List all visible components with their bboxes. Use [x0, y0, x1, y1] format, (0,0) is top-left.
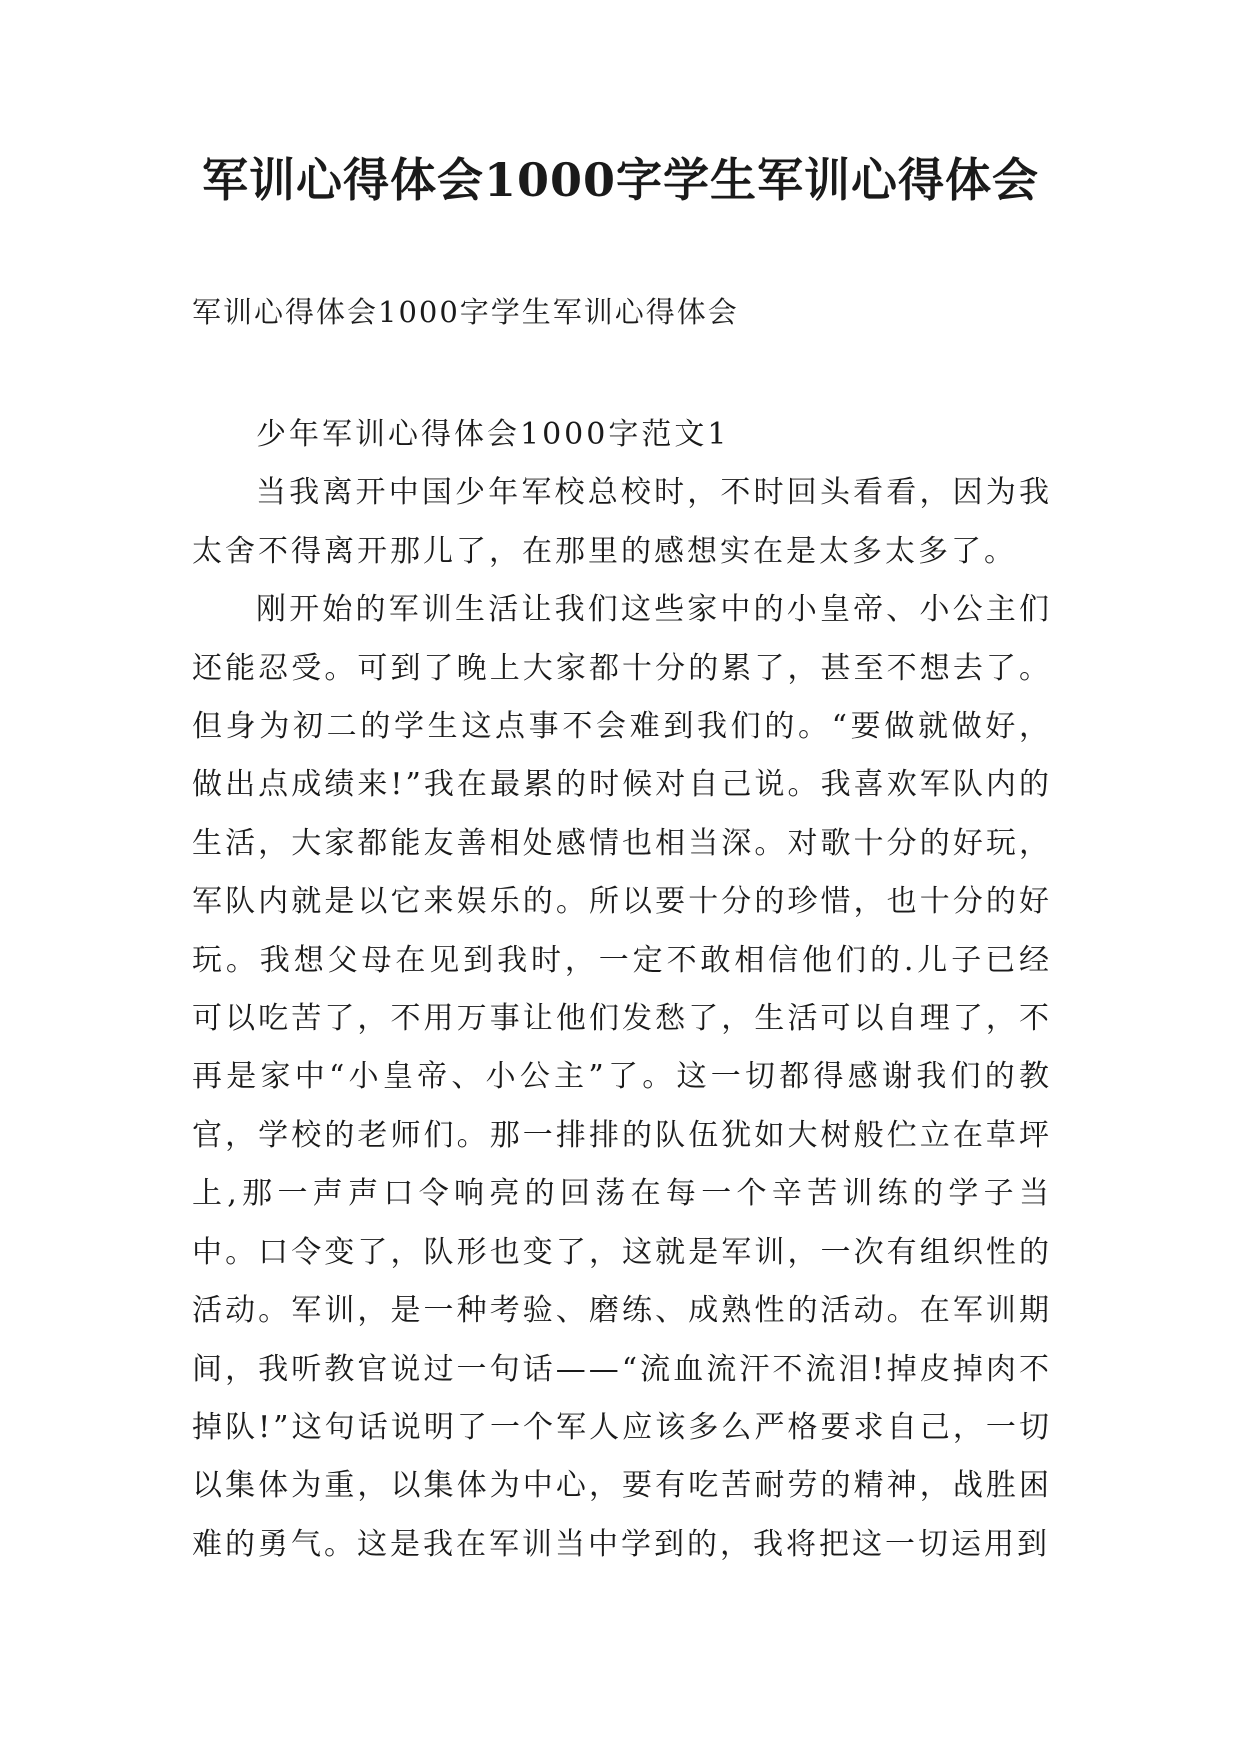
body-paragraph-1: 当我离开中国少年军校总校时，不时回头看看，因为我太舍不得离开那儿了，在那里的感想实在是太多太多了。 — [192, 475, 1052, 569]
document-body — [192, 406, 1052, 1574]
document-title: 军训心得体会1000字学生军训心得体会 — [201, 153, 1040, 207]
body-paragraph-2: 刚开始的军训生活让我们这些家中的小皇帝、小公主们还能忍受。可到了晚上大家都十分的累了，甚至不想去了。但身为初二的学生这点事不会难到我们的。“要做就做好，做出点成绩来!”我在最累的时候对自己说。我喜欢军队内的生活，大家都能友善相处感情也相当深。对歌十分的好玩，军队内就是以它来娱乐的。所以要十分的珍惜，也十分的好玩。我想父母在见到我时，一定不敢相信他们的.儿子已经可以吃苦了，不用万事让他们发愁了，生活可以自理了，不再是家中“小皇帝、小公主”了。这一切都得感谢我们的教官，学校的老师们。那一排排的队伍犹如大树般伫立在草坪上,那一声声口令响亮的回荡在每一个辛苦训练的学子当中。口令变了，队形也变了，这就是军训，一次有组织性的活动。军训，是一种考验、磨练、成熟性的活动。在军训期间，我听教官说过一句话——“流血流汗不流泪!掉皮掉肉不掉队!”这句话说明了一个军人应该多么严格要求自己，一切以集体为重，以集体为中心，要有吃苦耐劳的精神，战胜困难的勇气。这是我在军训当中学到的，我将把这一切运用到 — [192, 592, 1052, 1562]
section-heading: 少年军训心得体会1000字范文1 — [256, 417, 730, 452]
document-subtitle: 军训心得体会1000字学生军训心得体会 — [192, 295, 739, 329]
